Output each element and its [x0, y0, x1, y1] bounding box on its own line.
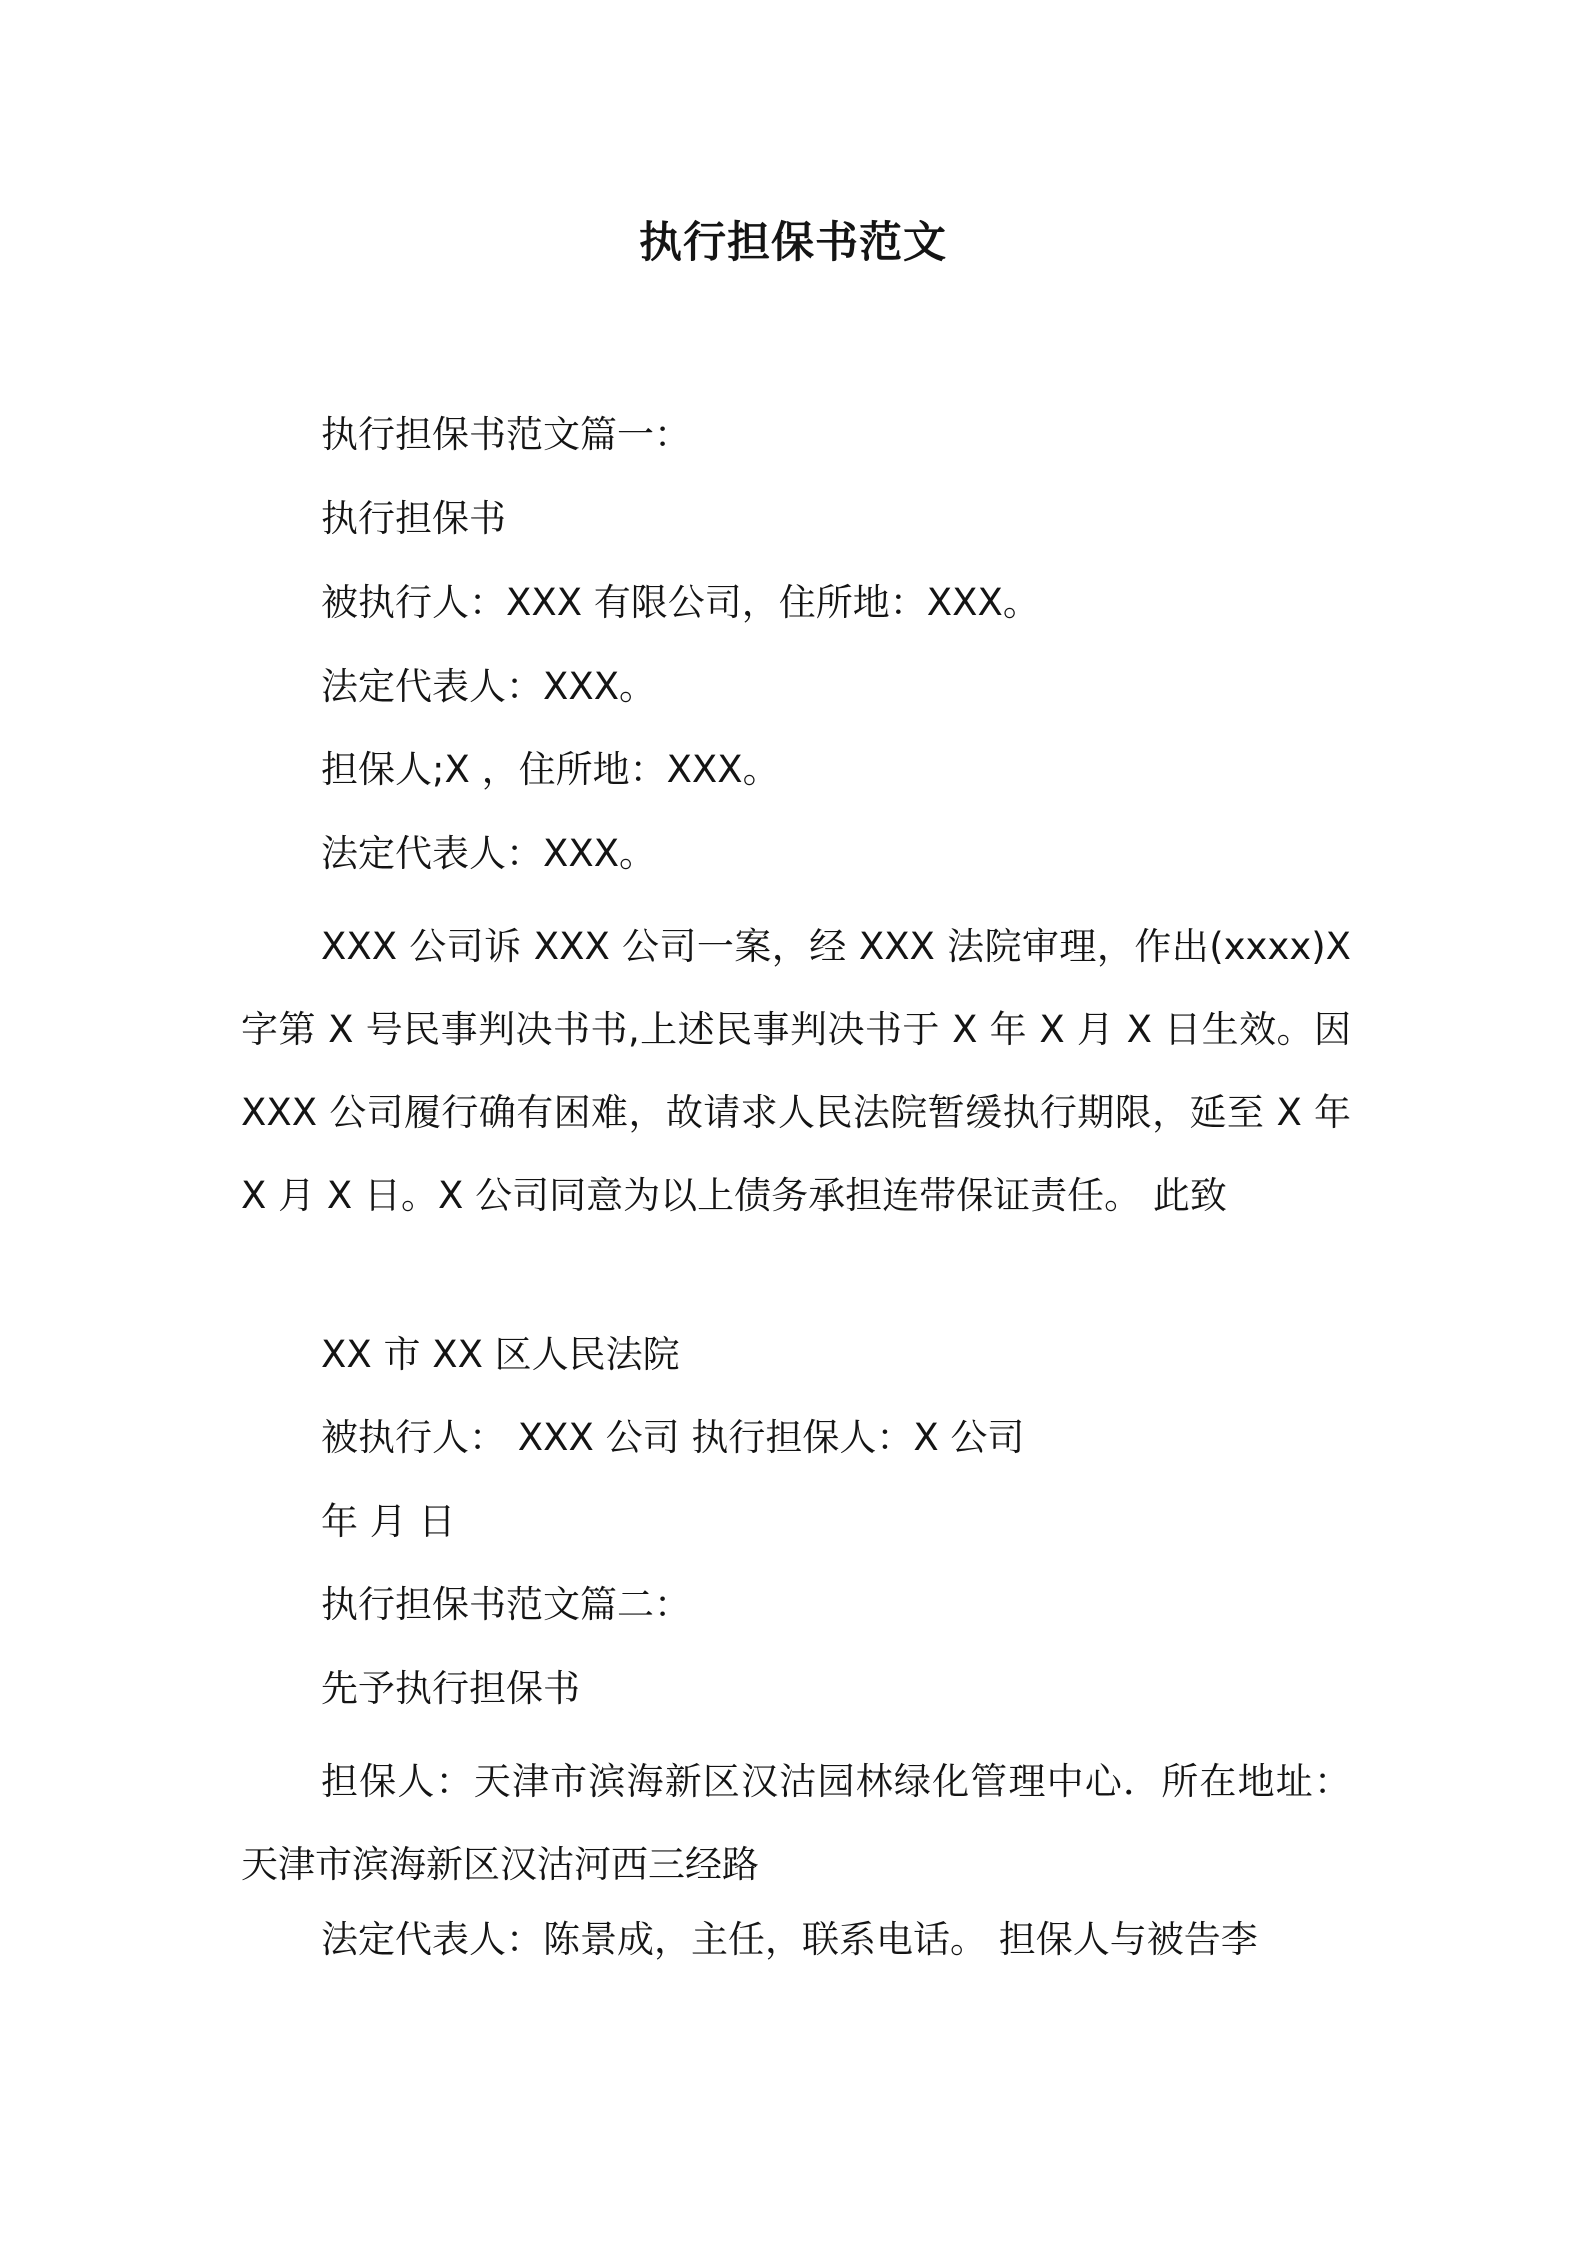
- date-line: 年 月 日: [321, 1500, 456, 1543]
- section-heading-1: 执行担保书范文篇一：: [321, 413, 691, 456]
- subheading-2: 先予执行担保书: [321, 1667, 580, 1710]
- signature-line: 被执行人： XXX 公司 执行担保人：X 公司: [321, 1416, 1025, 1459]
- document-title: 执行担保书范文: [639, 218, 947, 268]
- subheading-1: 执行担保书: [321, 497, 506, 540]
- text-line: 担保人;X ，住所地：XXX。: [321, 748, 780, 791]
- text-line: 法定代表人：陈景成，主任，联系电话。 担保人与被告李: [321, 1918, 1258, 1961]
- body-paragraph-1: XXX 公司诉 XXX 公司一案，经 XXX 法院审理，作出(xxxx)X 字第 X 号民事判决书书,上述民事判决书于 X 年 X 月 X 日生效。因 XXX 公司履行确有困难，故请求人民法院暂缓执行期限，延至 X 年 X 月 X 日。X 公司同意为以上债务承担连带保证责任。 此致: [241, 925, 1351, 1217]
- text-line: 法定代表人：XXX。: [321, 832, 657, 875]
- body-paragraph-2: 担保人：天津市滨海新区汉沽园林绿化管理中心．所在地址：天津市滨海新区汉沽河西三经路: [241, 1760, 1351, 1886]
- text-line: 法定代表人：XXX。: [321, 665, 657, 708]
- text-line: 被执行人：XXX 有限公司，住所地：XXX。: [321, 581, 1040, 624]
- court-name: XX 市 XX 区人民法院: [321, 1333, 680, 1376]
- section-heading-2: 执行担保书范文篇二：: [321, 1583, 691, 1626]
